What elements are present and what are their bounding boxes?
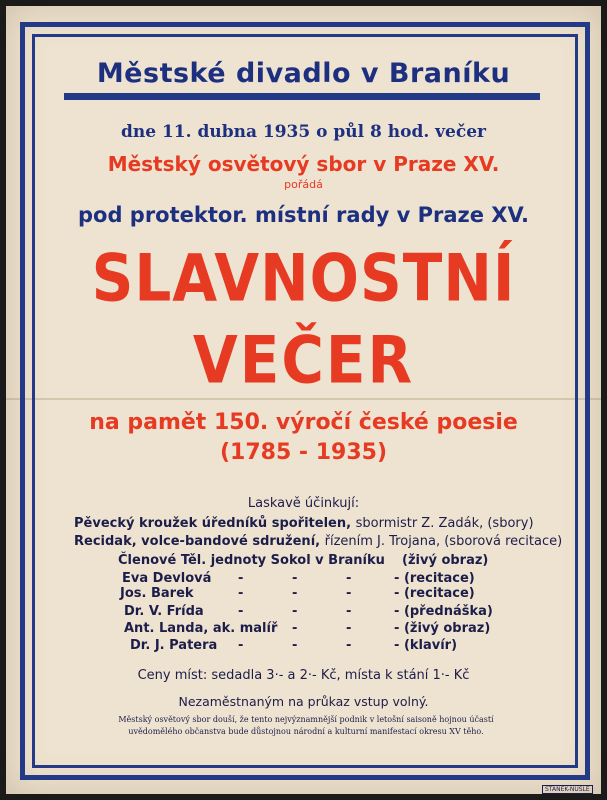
role-text: (přednáška) <box>403 604 493 619</box>
dash: - <box>394 638 400 653</box>
event-date: dne 11. dubna 1935 o půl 8 hod. večer <box>120 122 486 142</box>
dash: - <box>394 586 400 601</box>
dash: - <box>346 571 352 586</box>
dash: - <box>292 586 298 601</box>
dash: - <box>238 604 244 619</box>
performer-role: (živý obraz) <box>402 553 489 568</box>
performer-name: Ant. Landa, ak. malíř <box>124 621 278 636</box>
dash: - <box>238 586 244 601</box>
performer-name: Eva Devlová <box>122 571 212 586</box>
dash: - <box>346 586 352 601</box>
role-text: (recitace) <box>403 571 475 586</box>
poster <box>6 6 601 794</box>
performer-role <box>394 638 457 653</box>
dash: - <box>292 621 298 636</box>
presents-label: pořádá <box>284 178 323 191</box>
printer-mark: STANĚK-NUSLE <box>542 785 593 794</box>
dash: - <box>394 571 400 586</box>
performer-name: Dr. J. Patera <box>130 638 218 653</box>
dash: - <box>292 638 298 653</box>
dash: - <box>238 638 244 653</box>
dash: - <box>346 638 352 653</box>
dash: - <box>238 571 244 586</box>
role-text: (živý obraz) <box>403 621 491 636</box>
dash: - <box>394 604 400 619</box>
venue-underline <box>64 93 540 100</box>
performer-name: Dr. V. Frída <box>124 604 204 619</box>
organizer: Městský osvětový sbor v Praze XV. <box>107 152 500 176</box>
title-line-2: VEČER <box>192 322 415 399</box>
performer-role <box>394 571 475 586</box>
ticket-prices: Ceny míst: sedadla 3·- a 2·- Kč, místa k stání 1·- Kč <box>137 668 470 683</box>
ensemble-detail: řízením J. Trojana, (sborová recitace) <box>324 534 563 549</box>
title-line-1: SLAVNOSTNÍ <box>91 240 516 317</box>
dash: - <box>346 604 352 619</box>
ensemble-row <box>74 534 562 549</box>
performers-lead: Laskavě účinkují: <box>247 496 360 511</box>
dash: - <box>292 604 298 619</box>
dash: - <box>394 621 400 636</box>
years: (1785 - 1935) <box>219 440 388 465</box>
ensemble-detail: sbormistr Z. Zadák, (sbory) <box>355 516 534 531</box>
performer-role <box>394 586 475 601</box>
performer-name: Jos. Barek <box>120 586 194 601</box>
inner-border <box>32 34 578 768</box>
patronage: pod protektor. místní rady v Praze XV. <box>77 203 530 227</box>
role-text: (klavír) <box>403 638 458 653</box>
venue-heading: Městské divadlo v Braníku <box>96 58 511 89</box>
ensemble-row <box>74 516 534 531</box>
role-text: (recitace) <box>403 586 475 601</box>
ensemble-name: Recidak, volce-bandové sdružení, <box>74 534 321 549</box>
free-entry-note: Nezaměstnaným na průkaz vstup volný. <box>178 694 429 709</box>
closing-note: Městský osvětový sbor douší, že tento nejvýznamnější podnik v letošní saisoně hojnou účastí uvědomělého občanstva bude důstojnou národní a kulturní manifestací okresu XV těho. <box>118 715 494 736</box>
performer-name: Členové Těl. jednoty Sokol v Braníku <box>118 553 385 568</box>
occasion: na pamět 150. výročí české poesie <box>89 410 518 435</box>
dash: - <box>292 571 298 586</box>
performer-role <box>394 621 490 636</box>
ensemble-name: Pěvecký kroužek úředníků spořitelen, <box>74 516 352 531</box>
performer-role <box>394 604 493 619</box>
dash: - <box>346 621 352 636</box>
